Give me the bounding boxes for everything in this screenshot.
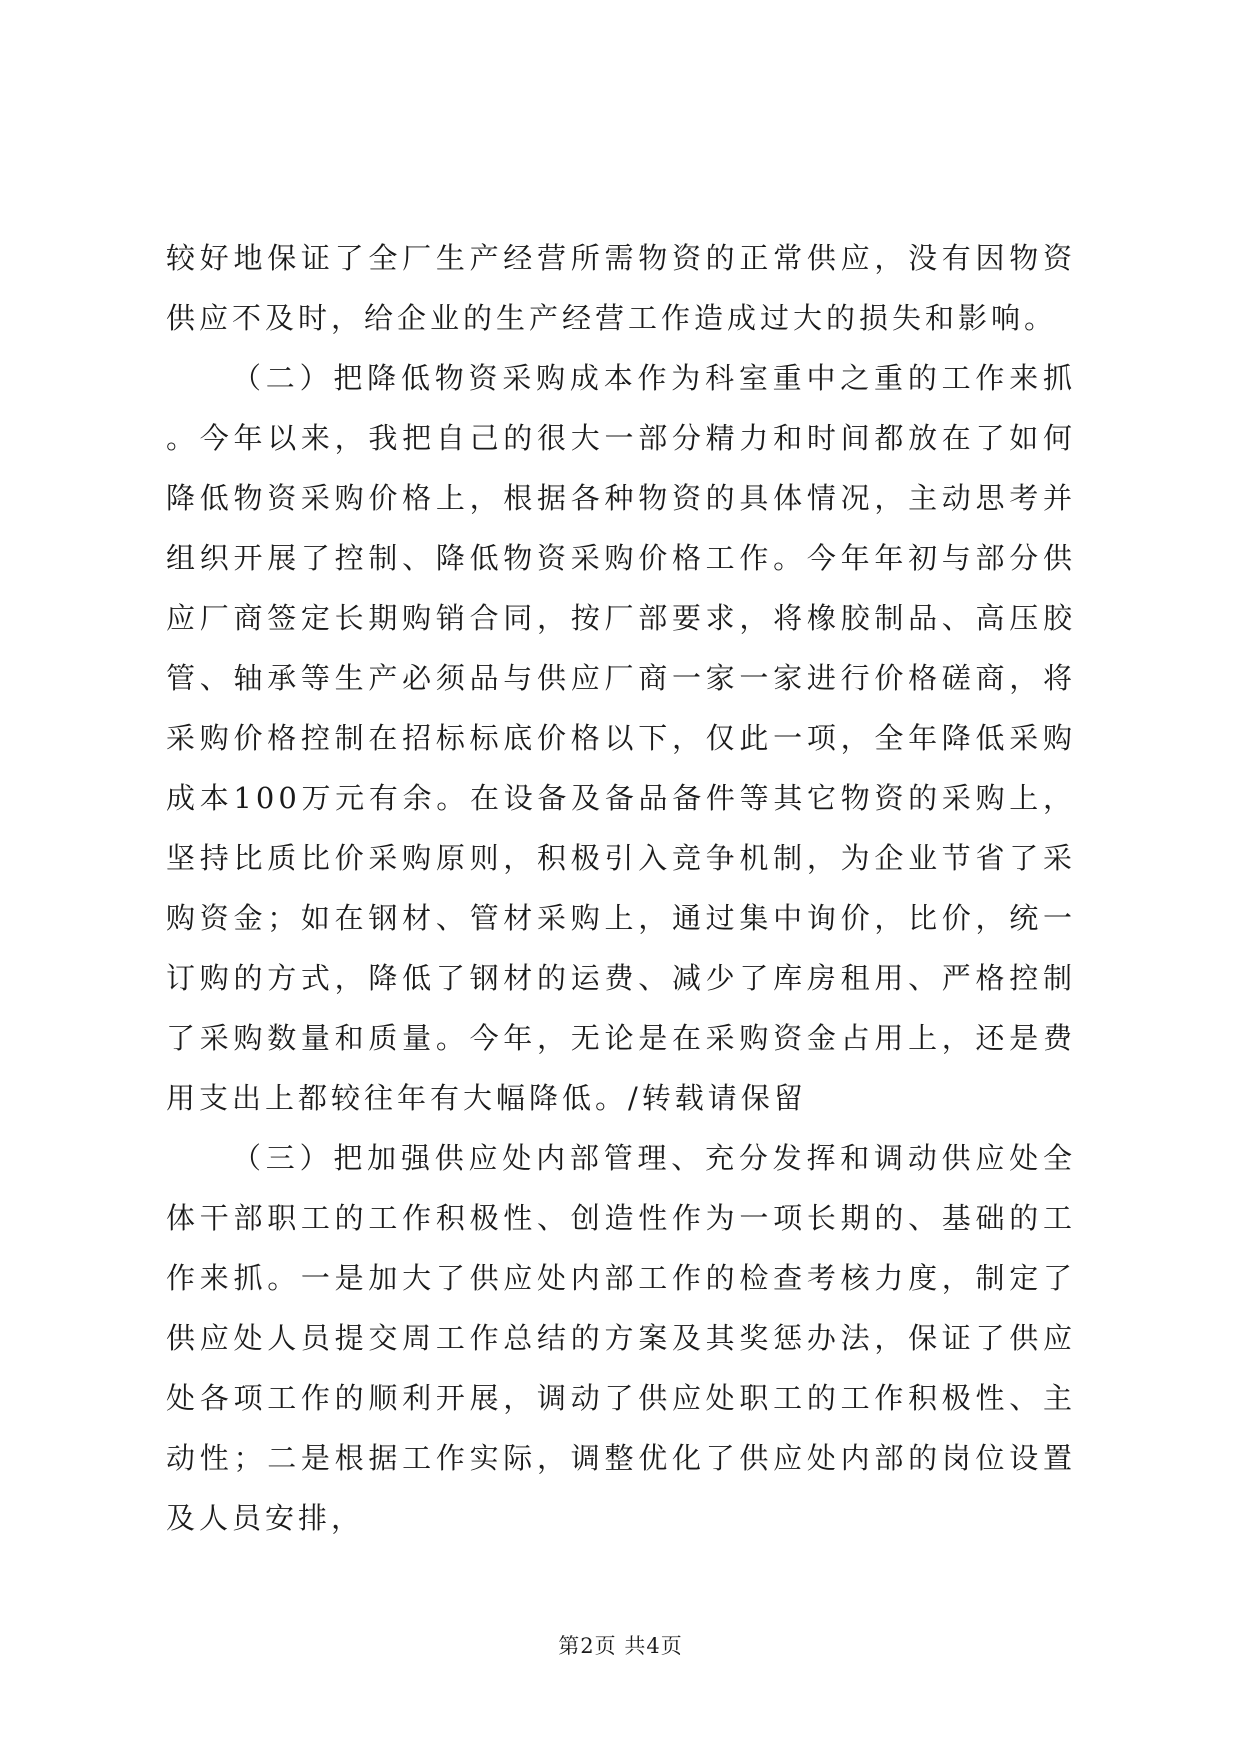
document-body [166,228,1076,1548]
paragraph-section-three: （三）把加强供应处内部管理、充分发挥和调动供应处全体干部职工的工作积极性、创造性作为一项长期的、基础的工作来抓。一是加大了供应处内部工作的检查考核力度，制定了供应处人员提交周工作总结的方案及其奖惩办法，保证了供应处各项工作的顺利开展，调动了供应处职工的工作积极性、主动性；二是根据工作实际，调整优化了供应处内部的岗位设置及人员安排， [166,1141,1076,1535]
page-footer-page-number: 第2页 共4页 [558,1634,683,1658]
paragraph-continuation: 较好地保证了全厂生产经营所需物资的正常供应，没有因物资供应不及时，给企业的生产经营工作造成过大的损失和影响。 [166,241,1076,335]
paragraph-section-two: （二）把降低物资采购成本作为科室重中之重的工作来抓。今年以来，我把自己的很大一部分精力和时间都放在了如何降低物资采购价格上，根据各种物资的具体情况，主动思考并组织开展了控制、降低物资采购价格工作。今年年初与部分供应厂商签定长期购销合同，按厂部要求，将橡胶制品、高压胶管、轴承等生产必须品与供应厂商一家一家进行价格磋商，将采购价格控制在招标标底价格以下，仅此一项，全年降低采购成本100万元有余。在设备及备品备件等其它物资的采购上，坚持比质比价采购原则，积极引入竞争机制，为企业节省了采购资金；如在钢材、管材采购上，通过集中询价，比价，统一订购的方式，降低了钢材的运费、减少了库房租用、严格控制了采购数量和质量。今年，无论是在采购资金占用上，还是费用支出上都较往年有大幅降低。/转载请保留 [166,361,1076,1115]
